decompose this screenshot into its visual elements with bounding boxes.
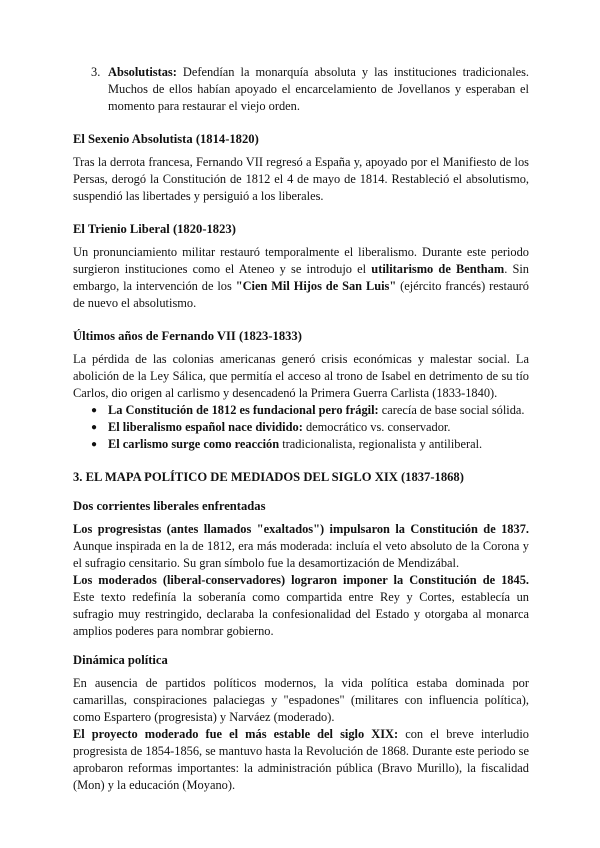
list-item xyxy=(91,419,529,436)
progresistas-bold: Los progresistas (antes llamados "exaltados") impulsaron la Constitución de 1837. xyxy=(73,522,529,536)
heading-dinamica: Dinámica política xyxy=(73,653,168,667)
bullet-bold: La Constitución de 1812 es fundacional pero frágil: xyxy=(108,403,379,417)
heading-trienio: El Trienio Liberal (1820-1823) xyxy=(73,222,236,236)
absolutistas-text: Defendían la monarquía absoluta y las instituciones tradicionales. Muchos de ellos habían apoyado el encarcelamiento de Jovellanos y esperaban el momento para restaurar el viejo orden. xyxy=(108,65,529,113)
bullet-icon: ● xyxy=(91,422,98,433)
document-page xyxy=(73,64,529,794)
heading-section-3: 3. EL MAPA POLÍTICO DE MEDIADOS DEL SIGLO XIX (1837-1868) xyxy=(73,470,464,484)
bullet-text: democrático vs. conservador. xyxy=(302,420,451,434)
bullet-text: tradicionalista, regionalista y antiliberal. xyxy=(279,437,483,451)
absolutistas-paragraph xyxy=(108,64,529,115)
bullet-text: carecía de base social sólida. xyxy=(378,403,525,417)
trienio-text-a: Un pronunciamiento militar restauró temporalmente el liberalismo. Durante este periodo surgieron instituciones como el Ateneo y se introdujo el xyxy=(73,245,529,276)
heading-sexenio: El Sexenio Absolutista (1814-1820) xyxy=(73,132,259,146)
dinamica-paragraph-2 xyxy=(73,726,529,794)
bullet-icon: ● xyxy=(91,439,98,450)
progresistas-text: Aunque inspirada en la de 1812, era más moderada: incluía el veto absoluto de la Corona y el sufragio censitario. Su gran símbolo fue la desamortización de Mendizábal. xyxy=(73,539,529,570)
trienio-paragraph xyxy=(73,244,529,312)
ultimos-paragraph: La pérdida de las colonias americanas generó crisis económicas y malestar social. La abolición de la Ley Sálica, que permitía el acceso al trono de Isabel en detrimento de su tío Carlos, dio origen al carlismo y desencadenó la Primera Guerra Carlista (1833-1840). xyxy=(73,352,529,400)
moderados-text: Este texto redefinía la soberanía como compartida entre Rey y Cortes, establecía un sufragio muy restringido, declaraba la confesionalidad del Estado y otorgaba al monarca amplios poderes para nombrar gobierno. xyxy=(73,590,529,638)
heading-ultimos: Últimos años de Fernando VII (1823-1833) xyxy=(73,329,302,343)
bullet-bold: El liberalismo español nace dividido: xyxy=(108,420,303,434)
dinamica-paragraph-1: En ausencia de partidos políticos modernos, la vida política estaba dominada por camarillas, conspiraciones palaciegas y "espadones" (militares con influencia política), como Espartero (progresista) y Narváez (moderado). xyxy=(73,676,529,724)
absolutistas-label: Absolutistas: xyxy=(108,65,177,79)
heading-corrientes: Dos corrientes liberales enfrentadas xyxy=(73,499,266,513)
bullet-icon: ● xyxy=(91,405,98,416)
moderados-paragraph xyxy=(73,572,529,640)
item-number: 3. xyxy=(91,65,101,79)
numbered-item-absolutistas xyxy=(91,64,529,115)
moderados-bold: Los moderados (liberal-conservadores) lograron imponer la Constitución de 1845. xyxy=(73,573,529,587)
list-item xyxy=(91,402,529,419)
conclusions-list xyxy=(73,402,529,453)
progresistas-paragraph xyxy=(73,521,529,572)
sexenio-paragraph: Tras la derrota francesa, Fernando VII regresó a España y, apoyado por el Manifiesto de los Persas, derogó la Constitución de 1812 el 4 de mayo de 1814. Restableció el absolutismo, suspendió las libertades y persiguió a los liberales. xyxy=(73,155,529,203)
trienio-bold-b: "Cien Mil Hijos de San Luis" xyxy=(235,279,397,293)
trienio-text-c: (ejército francés) restauró de nuevo el absolutismo. xyxy=(73,279,529,310)
trienio-text-b: . Sin embargo, la intervención de los xyxy=(73,262,529,293)
list-item xyxy=(91,436,529,453)
trienio-bold-a: utilitarismo de Bentham xyxy=(371,262,505,276)
dinamica-text: con el breve interludio progresista de 1854-1856, se mantuvo hasta la Revolución de 1868. Durante este periodo se aprobaron reformas importantes: la administración pública (Bravo Murillo), la fiscalidad (Mon) y la educación (Moyano). xyxy=(73,727,530,792)
dinamica-bold: El proyecto moderado fue el más estable del siglo XIX: xyxy=(73,727,399,741)
bullet-bold: El carlismo surge como reacción xyxy=(108,437,280,451)
